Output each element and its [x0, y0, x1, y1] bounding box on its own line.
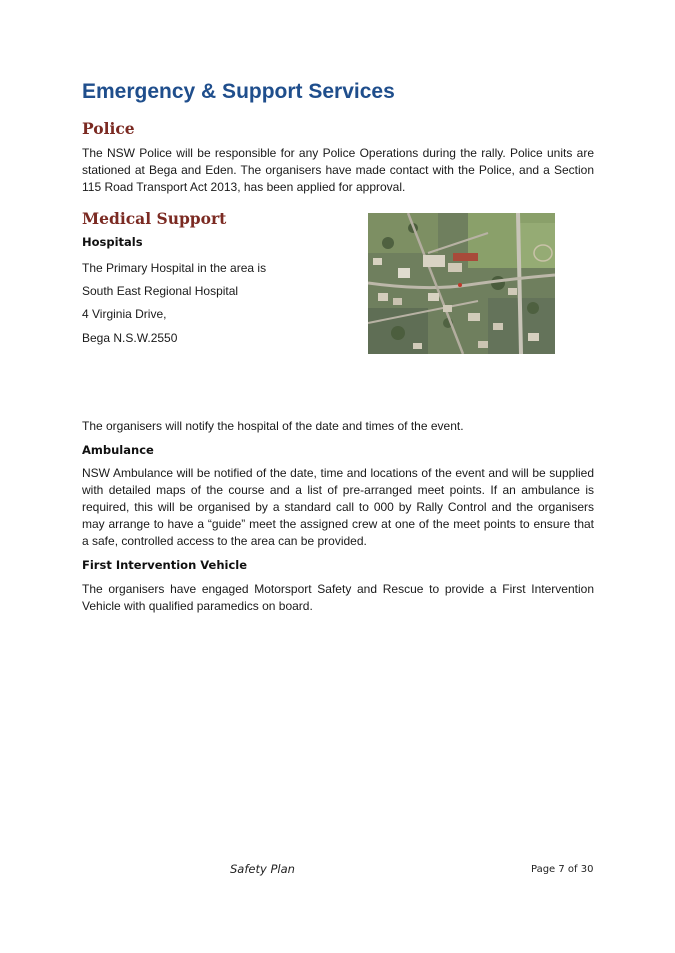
- police-heading: Police: [82, 119, 135, 138]
- hospital-aerial-map: [368, 213, 555, 354]
- notify-hospital-text: The organisers will notify the hospital of the date and times of the event.: [82, 419, 464, 433]
- hospitals-heading: Hospitals: [82, 235, 143, 249]
- ambulance-heading: Ambulance: [82, 443, 154, 457]
- hospital-town: Bega N.S.W.2550: [82, 331, 178, 345]
- page-title: Emergency & Support Services: [82, 80, 395, 103]
- first-intervention-heading: First Intervention Vehicle: [82, 558, 248, 572]
- medical-support-heading: Medical Support: [82, 209, 227, 228]
- footer-document-title: Safety Plan: [230, 862, 295, 876]
- footer-page-number: Page 7 of 30: [531, 864, 594, 875]
- police-paragraph: The NSW Police will be responsible for any Police Operations during the rally. Police units are stationed at Bega and Eden. The organisers have made contact with the Police, and a Section 115 Road Transport Act 2013, has been applied for approval.: [82, 146, 594, 194]
- hospital-name: South East Regional Hospital: [82, 284, 239, 298]
- first-intervention-paragraph: The organisers have engaged Motorsport Safety and Rescue to provide a First Intervention Vehicle with qualified paramedics on board.: [82, 582, 594, 613]
- hospital-street: 4 Virginia Drive,: [82, 307, 167, 321]
- ambulance-paragraph: NSW Ambulance will be notified of the date, time and locations of the event and will be supplied with detailed maps of the course and a list of pre-arranged meet points. If an ambulance is required, this will be organised by a standard call to 000 by Rally Control and the organisers may arrange to have a “guide” meet the assigned crew at one of the meet points to ensure that a safe, controlled access to the area can be provided.: [82, 466, 594, 548]
- hospital-line-intro: The Primary Hospital in the area is: [82, 261, 267, 275]
